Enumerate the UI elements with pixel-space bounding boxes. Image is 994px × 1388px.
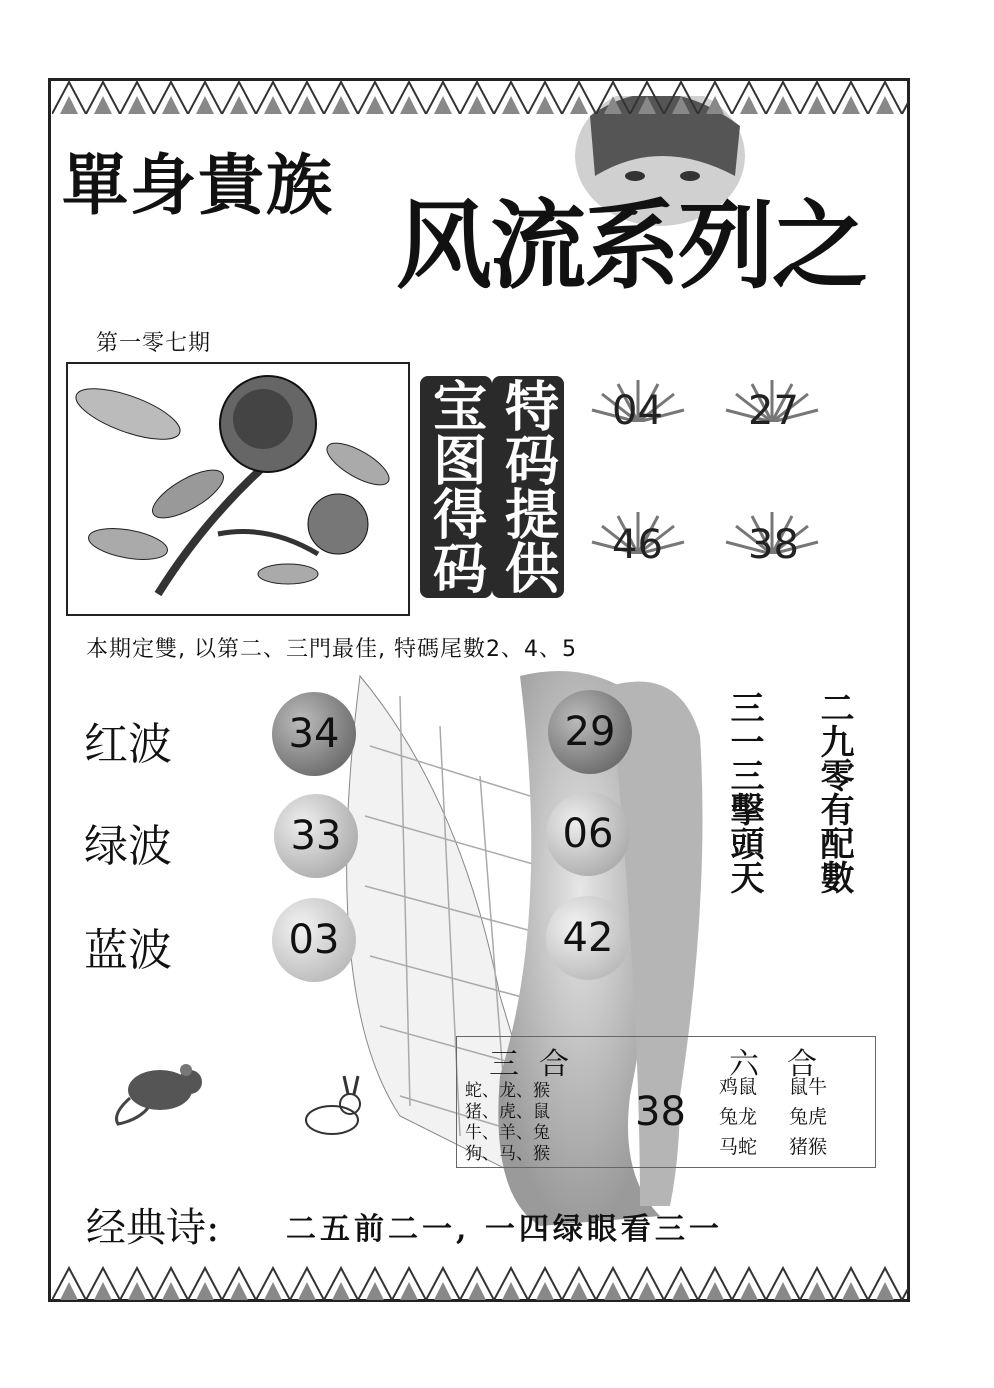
brand-title: 單身貴族	[62, 146, 334, 224]
tip-line: 本期定雙, 以第二、三門最佳, 特碼尾數2、4、5	[86, 637, 577, 662]
feature-number: 04	[612, 388, 663, 434]
red-wave-ball: 29	[548, 690, 632, 774]
combo-special-number: 38	[635, 1089, 686, 1135]
zodiac-combo-box	[456, 1036, 876, 1168]
combo-pair: 猪猴	[789, 1136, 828, 1158]
blue-wave-label: 蓝波	[84, 925, 172, 976]
combo-pair: 兔龙	[719, 1106, 758, 1128]
red-wave-label: 红波	[84, 719, 172, 770]
blue-wave-ball: 03	[272, 898, 356, 982]
poem-label: 经典诗:	[86, 1205, 220, 1251]
combo-group: 猪、虎、鼠	[465, 1102, 550, 1122]
combo-title-6he: 六合	[729, 1047, 845, 1082]
issue-number: 第一零七期	[96, 331, 212, 356]
combo-group: 牛、羊、兔	[465, 1123, 550, 1143]
combo-title-3he: 三合	[489, 1047, 589, 1082]
rose-icon	[68, 364, 408, 614]
combo-pair: 鼠牛	[789, 1076, 828, 1098]
feature-box-left	[420, 376, 492, 598]
bottom-border-ornament	[52, 1266, 908, 1300]
green-wave-ball: 33	[274, 794, 358, 878]
side-text-col1	[720, 690, 764, 907]
green-wave-label: 绿波	[84, 821, 172, 872]
combo-pair: 兔虎	[789, 1106, 828, 1128]
feature-number: 38	[748, 522, 799, 568]
feature-box-right-text: 特码提供	[496, 378, 560, 594]
feature-number: 27	[748, 388, 799, 434]
combo-group: 狗、马、猴	[465, 1144, 550, 1164]
rat-icon	[108, 1054, 208, 1126]
top-border-ornament	[52, 80, 908, 114]
side-text-col2	[810, 690, 854, 907]
main-title: 风流系列之	[396, 190, 866, 302]
poem-text: 二五前二一, 一四绿眼看三一	[286, 1212, 723, 1247]
combo-pair: 鸡鼠	[719, 1076, 758, 1098]
blue-wave-ball: 42	[546, 896, 630, 980]
red-wave-ball: 34	[272, 692, 356, 776]
feature-box-right	[492, 376, 564, 598]
rabbit-icon	[298, 1074, 368, 1138]
green-wave-ball: 06	[546, 792, 630, 876]
side-text-col2-text: 二九零有配數	[814, 690, 854, 894]
combo-pair: 马蛇	[719, 1136, 758, 1158]
feature-number: 46	[612, 522, 663, 568]
flower-picture-box	[66, 362, 410, 616]
feature-box-left-text: 宝图得码	[424, 378, 488, 594]
side-text-col1-text: 三一三擊頭天	[724, 690, 764, 894]
combo-group: 蛇、龙、猴	[465, 1081, 550, 1101]
